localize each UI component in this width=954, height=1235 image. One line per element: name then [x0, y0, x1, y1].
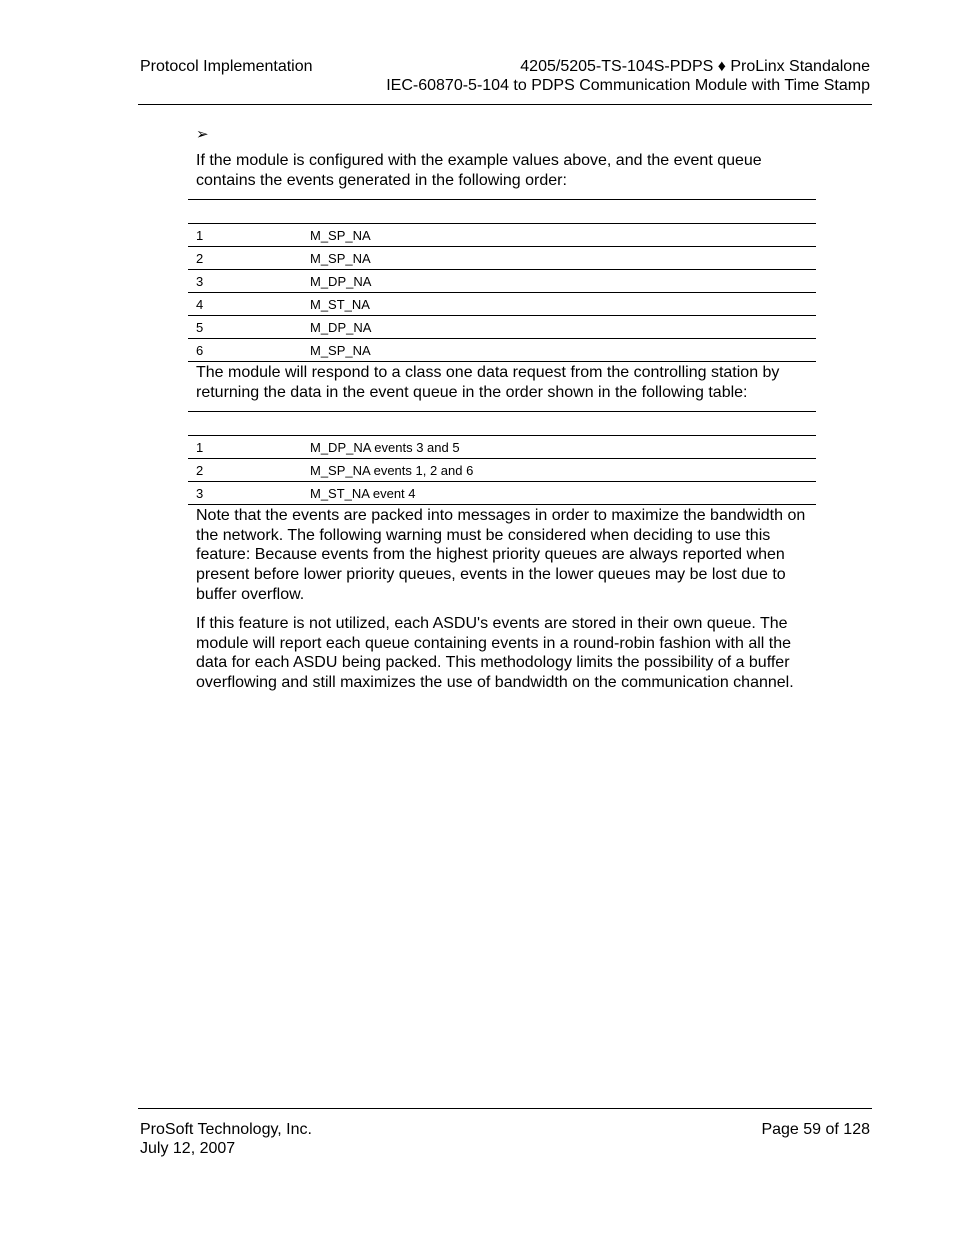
footer-rule	[138, 1108, 872, 1109]
table-row	[188, 459, 816, 482]
intro-paragraph: If the module is configured with the example values above, and the event queue contains the events generated in the following order:	[196, 152, 762, 189]
footer-left	[140, 1120, 312, 1158]
table-row	[188, 293, 816, 316]
message-content: M_DP_NA events 3 and 5	[310, 440, 460, 455]
note-paragraph: Note that the events are packed into messages in order to maximize the bandwidth on the network. The following warning must be considered when deciding to use this feature: Because events from the highest priority queues are always reported when present before lower priority queues, events in the lower queues may be lost due to buffer overflow.	[196, 507, 806, 603]
header-product	[386, 57, 870, 95]
arrow-bullet-icon: ➢	[196, 126, 209, 143]
response-paragraph: The module will respond to a class one data request from the controlling station by returning the data in the event queue in the order shown in the following table:	[196, 364, 780, 401]
message-number: 1	[196, 440, 204, 455]
event-order-table	[188, 199, 816, 362]
table-row	[188, 316, 816, 339]
table-row	[188, 224, 816, 247]
event-number: 1	[196, 228, 204, 243]
table-row	[188, 436, 816, 459]
event-number: 6	[196, 343, 204, 358]
table-header-row	[188, 200, 816, 224]
asdu-type: M_DP_NA	[310, 274, 372, 289]
footer-date: July 12, 2007	[140, 1140, 236, 1157]
alternative-paragraph: If this feature is not utilized, each ASDU's events are stored in their own queue. The module will report each queue containing events in a round-robin fashion with all the data for each ASDU being packed. This methodology limits the possibility of a buffer overflowing and still maximizes the use of bandwidth on the communication channel.	[196, 615, 794, 692]
asdu-type: M_SP_NA	[310, 343, 371, 358]
header-product-line2: IEC-60870-5-104 to PDPS Communication Module with Time Stamp	[386, 77, 870, 94]
asdu-type: M_SP_NA	[310, 251, 371, 266]
header-product-line1: 4205/5205-TS-104S-PDPS ♦ ProLinx Standalone	[520, 58, 870, 75]
asdu-type: M_SP_NA	[310, 228, 371, 243]
table-row	[188, 482, 816, 505]
asdu-type: M_ST_NA	[310, 297, 370, 312]
table-row	[188, 247, 816, 270]
header-rule	[138, 104, 872, 105]
table-row	[188, 270, 816, 293]
message-number: 2	[196, 463, 204, 478]
header-section-title: Protocol Implementation	[140, 58, 313, 75]
message-content: M_SP_NA events 1, 2 and 6	[310, 463, 474, 478]
message-number: 3	[196, 486, 204, 501]
event-number: 5	[196, 320, 204, 335]
footer-company: ProSoft Technology, Inc.	[140, 1121, 312, 1138]
event-number: 2	[196, 251, 204, 266]
table-row	[188, 339, 816, 362]
message-content: M_ST_NA event 4	[310, 486, 416, 501]
asdu-type: M_DP_NA	[310, 320, 372, 335]
event-number: 3	[196, 274, 204, 289]
event-number: 4	[196, 297, 204, 312]
response-order-table	[188, 411, 816, 505]
table-header-row	[188, 412, 816, 436]
footer-page-number: Page 59 of 128	[761, 1121, 870, 1138]
